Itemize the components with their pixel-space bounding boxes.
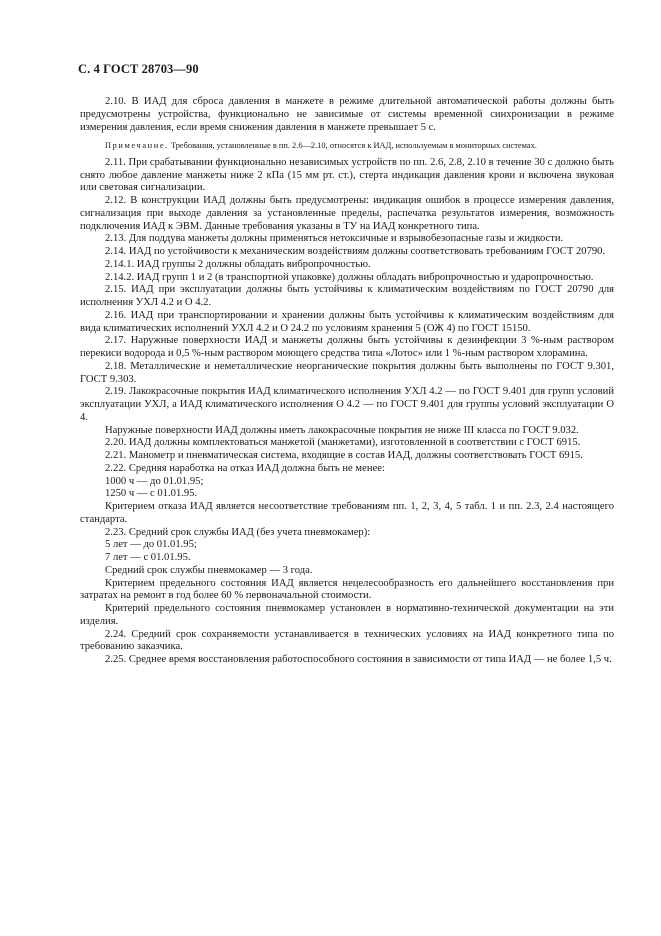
paragraph-2-10: 2.10. В ИАД для сброса давления в манжете в режиме длительной автоматической работы должны быть предусмотрены устройства, функционально не зависимые от системы временной синхронизации в режиме измерения давления, если время снижения давления в манжете превышает 5 с. (80, 96, 614, 133)
paragraph-2-17: 2.17. Наружные поверхности ИАД и манжеты должны быть устойчивы к дезинфекции 3 %-ным раствором перекиси водорода и 0,5 %-ным раствором моющего средства типа «Лотос» или 1 %-ным раствором хлорамина. (80, 335, 614, 359)
paragraph-2-23-b: 7 лет — с 01.01.95. (105, 552, 191, 563)
paragraph-2-14-2: 2.14.2. ИАД групп 1 и 2 (в транспортной упаковке) должны обладать вибропрочностью и ударопрочностью. (105, 271, 594, 283)
paragraph-2-22-b: 1250 ч — с 01.01.95. (105, 488, 198, 500)
paragraph-2-19-cont: Наружные поверхности ИАД должны иметь лакокрасочные покрытия не ниже III класса по ГОСТ 9.032. (105, 424, 579, 436)
paragraph-2-19: 2.19. Лакокрасочные покрытия ИАД климатического исполнения УХЛ 4.2 — по ГОСТ 9.401 для групп условий эксплуатации УХЛ, а ИАД климатического исполнения О 4.2 — по ГОСТ 9.401 для группы условий эксплуатации О 4. (80, 386, 614, 423)
document-body (80, 96, 614, 667)
note-text: Требования, установленные в пп. 2.6—2.10, относятся к ИАД, используемым в мониторных системах. (170, 141, 537, 151)
paragraph-2-11: 2.11. При срабатывании функционально независимых устройств по пп. 2.6, 2.8, 2.10 в течение 30 с должно быть снято любое давление манжеты ниже 2 кПа (15 мм рт. ст.), стерта индикация давления крови и включена звуковая или световая сигнализации. (80, 156, 614, 194)
paragraph-2-15: 2.15. ИАД при эксплуатации должны быть устойчивы к климатическим воздействиям по ГОСТ 20790 для исполнения УХЛ 4.2 и О 4.2. (80, 284, 614, 308)
paragraph-2-25: 2.25. Среднее время восстановления работоспособного состояния в зависимости от типа ИАД — не более 1,5 ч. (105, 654, 612, 665)
paragraph-2-13: 2.13. Для поддува манжеты должны применяться нетоксичные и взрывобезопасные газы и жидкости. (105, 233, 564, 245)
paragraph-2-22: 2.22. Средняя наработка на отказ ИАД должна быть не менее: (105, 462, 385, 474)
paragraph-2-23-criterion-2: Критерий предельного состояния пневмокамер установлен в нормативно-технической документации на эти изделия. (80, 603, 614, 627)
page-header: С. 4 ГОСТ 28703—90 (78, 62, 199, 76)
paragraph-2-16: 2.16. ИАД при транспортировании и хранении должны быть устойчивы к климатическим воздействиям для вида климатических исполнений УХЛ 4.2 и О 24.2 по условиям хранения 5 (ОЖ 4) по ГОСТ 15150. (80, 309, 614, 334)
paragraph-2-23-a: 5 лет — до 01.01.95; (105, 539, 197, 551)
paragraph-2-23-c: Средний срок службы пневмокамер — 3 года. (105, 564, 313, 576)
paragraph-2-12: 2.12. В конструкции ИАД должны быть предусмотрены: индикация ошибок в процессе измерения давления, сигнализация при выходе давления за установленные пределы, распечатка результатов измерения, возможность подключения ИАД к ЭВМ. Данные требования указаны в ТУ на ИАД конкретного типа. (80, 195, 614, 232)
note-label: Примечание. (105, 141, 169, 151)
paragraph-2-20: 2.20. ИАД должны комплектоваться манжетой (манжетами), изготовленной в соответствии с ГОСТ 6915. (105, 437, 581, 449)
paragraph-2-23: 2.23. Средний срок службы ИАД (без учета пневмокамер): (105, 526, 371, 538)
paragraph-2-22-criterion: Критерием отказа ИАД является несоответствие требованиям пп. 1, 2, 3, 4, 5 табл. 1 и пп. 2.3, 2.4 настоящего стандарта. (80, 501, 614, 525)
paragraph-2-18: 2.18. Металлические и неметаллические неорганические покрытия должны быть выполнены по ГОСТ 9.301, ГОСТ 9.303. (80, 360, 614, 385)
paragraph-2-23-criterion: Критерием предельного состояния ИАД является нецелесообразность его дальнейшего восстановления при затратах на ремонт в год более 60 % первоначальной стоимости. (80, 577, 614, 602)
paragraph-2-22-a: 1000 ч — до 01.01.95; (105, 475, 204, 487)
paragraph-2-14: 2.14. ИАД по устойчивости к механическим воздействиям должны соответствовать требованиям ГОСТ 20790. (105, 246, 606, 257)
paragraph-2-14-1: 2.14.1. ИАД группы 2 должны обладать вибропрочностью. (105, 258, 371, 270)
paragraph-2-21: 2.21. Манометр и пневматическая система, входящие в состав ИАД, должны соответствовать ГОСТ 6915. (105, 450, 583, 461)
paragraph-2-24: 2.24. Средний срок сохраняемости устанавливается в технических условиях на ИАД конкретного типа по требованию заказчика. (80, 628, 614, 653)
note (80, 140, 614, 152)
